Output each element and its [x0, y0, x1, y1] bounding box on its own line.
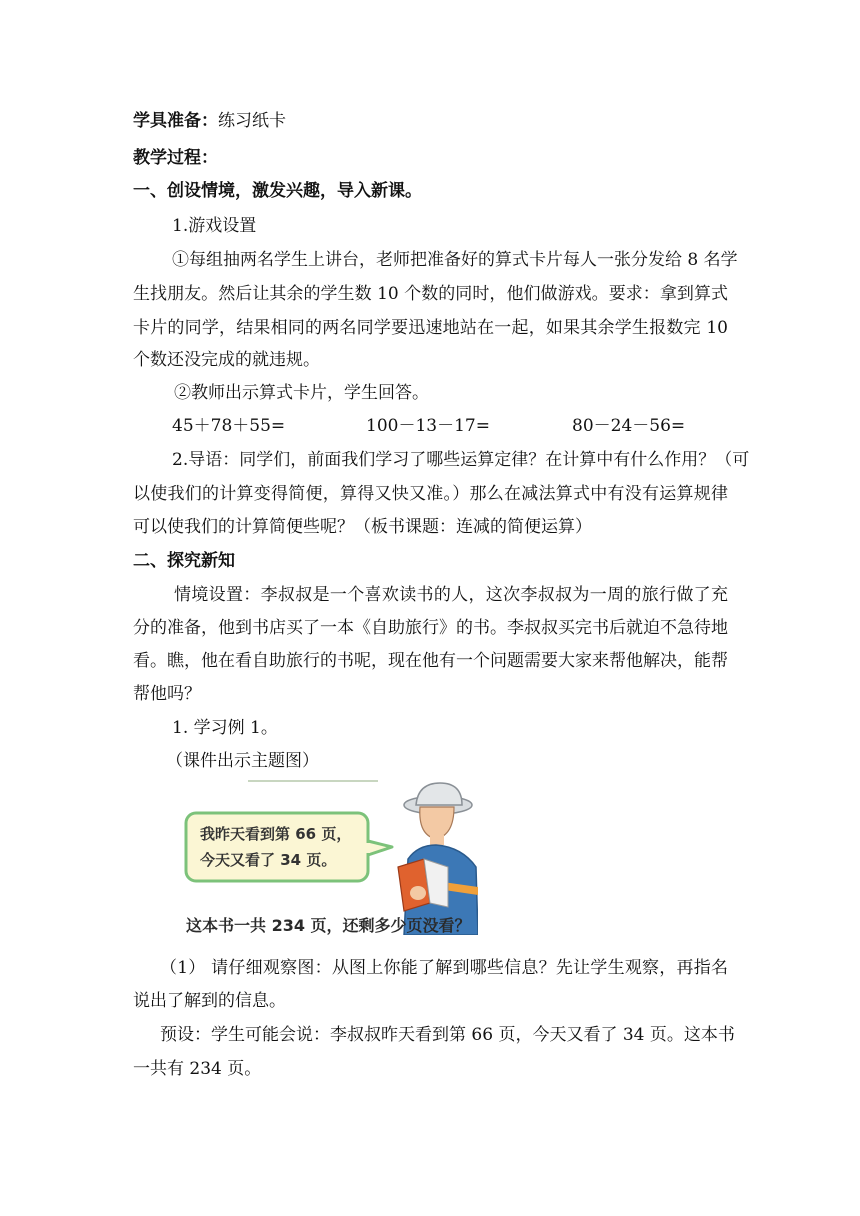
man-reading-icon — [398, 783, 478, 935]
paragraph-5-line-2: 说出了解到的信息。 — [133, 991, 286, 1011]
paragraph-4-line-3: 看。瞧，他在看自助旅行的书呢，现在他有一个问题需要大家来帮他解决，能帮 — [133, 651, 728, 671]
paragraph-1-line-3: 卡片的同学，结果相同的两名同学要迅速地站在一起，如果其余学生报数完 10 — [133, 318, 728, 338]
paragraph-1-line-2: 生找朋友。然后让其余的学生数 10 个数的同时，他们做游戏。要求：拿到算式 — [133, 284, 728, 304]
materials-line — [133, 108, 286, 134]
paragraph-4-line-2: 分的准备，他到书店买了一本《自助旅行》的书。李叔叔买完书后就迫不急待地 — [133, 618, 728, 638]
paragraph-4-line-1: 情境设置：李叔叔是一个喜欢读书的人，这次李叔叔为一周的旅行做了充 — [174, 585, 728, 605]
paragraph-4-line-4: 帮他吗？ — [133, 684, 201, 704]
paragraph-3-line-3: 可以使我们的计算简便些呢？（板书课题：连减的简便运算） — [133, 517, 592, 537]
paragraph-2: ②教师出示算式卡片，学生回答。 — [174, 383, 429, 403]
item-2-title: 1. 学习例 1。 — [172, 718, 278, 738]
bubble-line-2: 今天又看了 34 页。 — [200, 851, 337, 869]
bubble-line-1: 我昨天看到第 66 页， — [200, 825, 352, 843]
paragraph-6-line-1: 预设：学生可能会说：李叔叔昨天看到第 66 页，今天又看了 34 页。这本书 — [160, 1025, 735, 1045]
paragraph-1-line-1: ①每组抽两名学生上讲台，老师把准备好的算式卡片每人一张分发给 8 名学 — [172, 250, 738, 270]
speech-bubble — [186, 813, 392, 881]
process-heading: 教学过程： — [133, 148, 218, 168]
materials-label: 学具准备： — [133, 111, 218, 131]
theme-illustration — [178, 775, 478, 935]
section-2-heading: 二、探究新知 — [133, 551, 235, 571]
paragraph-3-line-2: 以使我们的计算变得简便，算得又快又准。）那么在减法算式中有没有运算规律 — [133, 484, 728, 504]
paragraph-6-line-2: 一共有 234 页。 — [133, 1059, 262, 1079]
paragraph-5-line-1: （1） 请仔细观察图：从图上你能了解到哪些信息？先让学生观察，再指名 — [160, 958, 728, 978]
materials-text: 练习纸卡 — [218, 111, 286, 131]
courseware-note: （课件出示主题图） — [166, 751, 319, 771]
section-1-heading: 一、创设情境，激发兴趣，导入新课。 — [133, 181, 422, 201]
paragraph-3-line-1: 2.导语：同学们，前面我们学习了哪些运算定律？在计算中有什么作用？（可 — [172, 450, 750, 470]
formula-2: 100－13－17= — [366, 416, 490, 436]
item-1-title: 1.游戏设置 — [172, 216, 257, 236]
formula-3: 80－24－56= — [572, 416, 686, 436]
formula-1: 45＋78＋55= — [172, 416, 286, 436]
illustration-caption: 这本书一共 234 页，还剩多少页没看？ — [186, 916, 471, 935]
paragraph-1-line-4: 个数还没完成的就违规。 — [133, 350, 320, 370]
